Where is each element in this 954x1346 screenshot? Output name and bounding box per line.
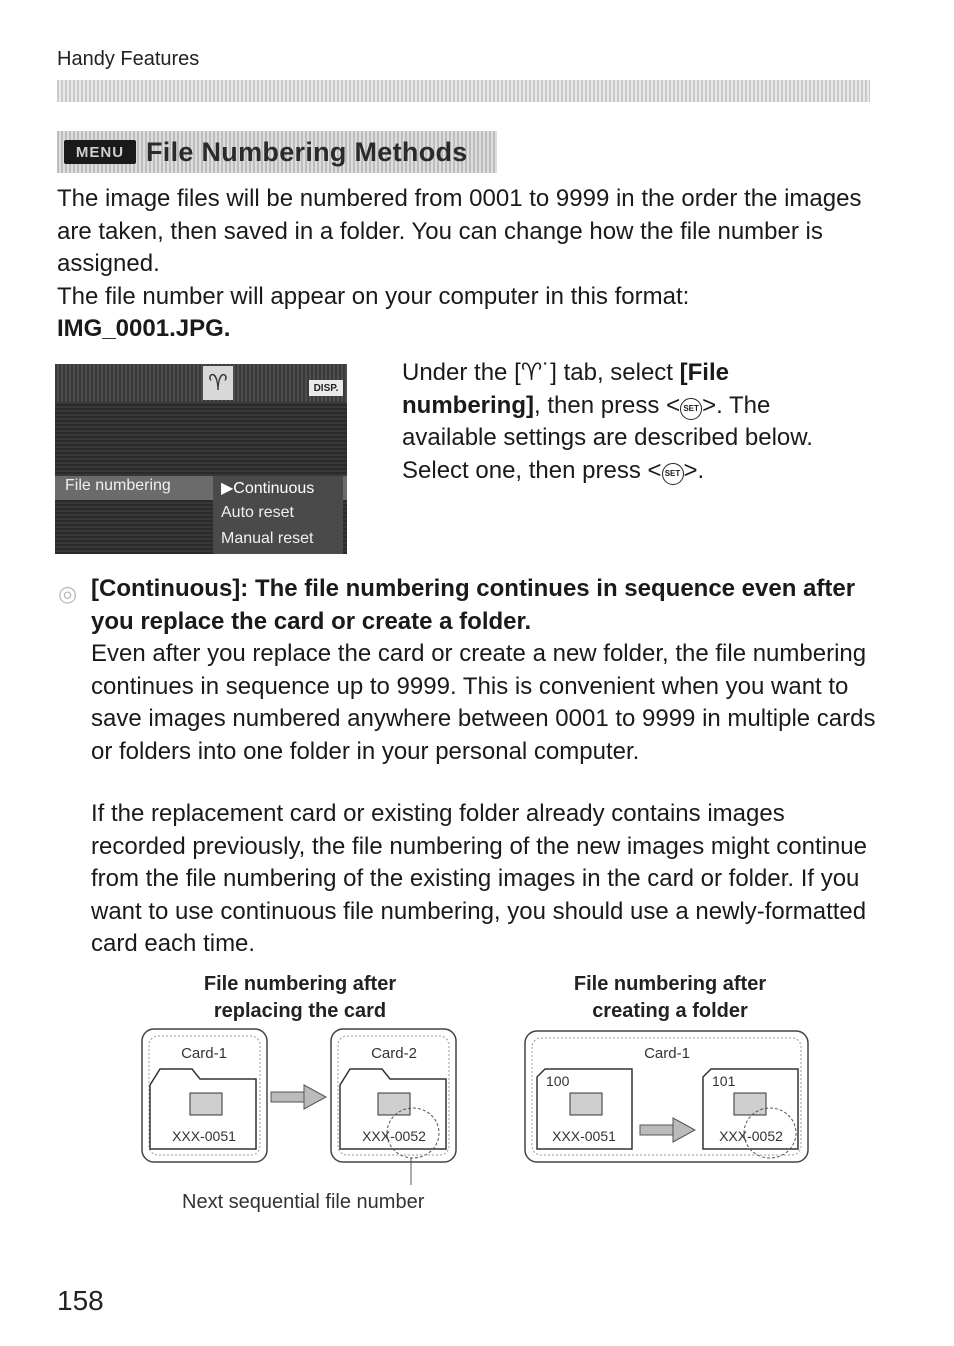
set-button-icon: SET <box>662 463 684 485</box>
heading-line: File numbering after <box>573 973 767 995</box>
camera-menu-screenshot <box>55 364 347 554</box>
card-right-label: Card-1 <box>644 1045 690 1062</box>
page-title: File Numbering Methods <box>146 136 468 167</box>
continuous-heading: [Continuous]: The file numbering continues in sequence even after you replace the card or create a folder. <box>91 575 856 635</box>
instruction-part: , then press < <box>534 391 681 419</box>
image-icon <box>190 1093 222 1115</box>
instruction-part: >. The available settings are described below. Select one, then press < <box>402 391 813 484</box>
intro-paragraph: The image files will be numbered from 0001 to 9999 in the order the images are taken, then saved in a folder. You can change how the file number is assigned. <box>57 185 862 277</box>
instruction-part: >. <box>683 456 705 484</box>
instruction-part: Under the [ <box>402 359 521 386</box>
section-header: Handy Features <box>57 48 200 70</box>
instruction-text <box>402 357 862 487</box>
example-filename: IMG_0001.JPG. <box>57 315 231 342</box>
instruction-part: ˙] tab, select <box>542 359 680 386</box>
set-button-icon: SET <box>680 398 702 420</box>
option-continuous: ▶Continuous <box>221 480 315 497</box>
header-rule <box>57 80 870 102</box>
diagram-right-heading <box>520 971 820 1025</box>
file-numbering-label: File numbering <box>65 477 171 494</box>
image-icon <box>734 1093 766 1115</box>
options-panel <box>213 476 343 554</box>
file-label: XXX-0051 <box>172 1128 236 1144</box>
card-1-label: Card-1 <box>181 1045 227 1062</box>
arrow-icon <box>640 1118 695 1142</box>
page-number: 158 <box>57 1285 104 1316</box>
heading-line: creating a folder <box>592 1000 748 1022</box>
file-label: XXX-0052 <box>719 1128 783 1144</box>
continuous-paragraph-2: If the replacement card or existing folder already contains images recorded previously, the file numbering of the new images might continue from the file numbering of the existing images in the card or folder. If you want to use continuous file numbering, you should use a newly-formatted card each time. <box>91 800 867 957</box>
image-icon <box>570 1093 602 1115</box>
arrow-icon <box>271 1085 326 1109</box>
card-2-label: Card-2 <box>371 1045 417 1062</box>
file-label: XXX-0051 <box>552 1128 616 1144</box>
menu-tabs <box>55 364 347 402</box>
file-numbering-diagram <box>0 1025 954 1200</box>
disp-badge: DISP. <box>309 380 343 396</box>
section-title-bar <box>57 131 497 173</box>
file-numbering-term: [File numbering] <box>402 359 729 419</box>
heading-line: File numbering after <box>203 973 397 995</box>
setup-tab-icon: ♈ <box>203 366 233 400</box>
image-icon <box>378 1093 410 1115</box>
setup-tab-glyph: ♈ <box>520 359 543 386</box>
format-line: The file number will appear on your computer in this format: <box>57 282 690 310</box>
bullet-icon: ◎ <box>58 581 78 606</box>
menu-icon: MENU <box>64 140 136 164</box>
intro-text <box>57 183 877 313</box>
option-manual-reset: Manual reset <box>221 530 314 547</box>
file-label: XXX-0052 <box>362 1128 426 1144</box>
diagram-left-heading <box>150 971 450 1025</box>
heading-line: replacing the card <box>213 1000 387 1022</box>
continuous-paragraph-1: Even after you replace the card or create a new folder, the file numbering continues in sequence up to 9999. This is convenient when you want to save images numbered anywhere between 0001 to 9999 in multiple cards or folders into one folder in your personal computer. <box>91 640 876 765</box>
folder-101-label: 101 <box>712 1073 736 1089</box>
option-auto-reset: Auto reset <box>221 504 294 521</box>
diagram-caption: Next sequential file number <box>182 1191 425 1213</box>
folder-100-label: 100 <box>546 1073 570 1089</box>
